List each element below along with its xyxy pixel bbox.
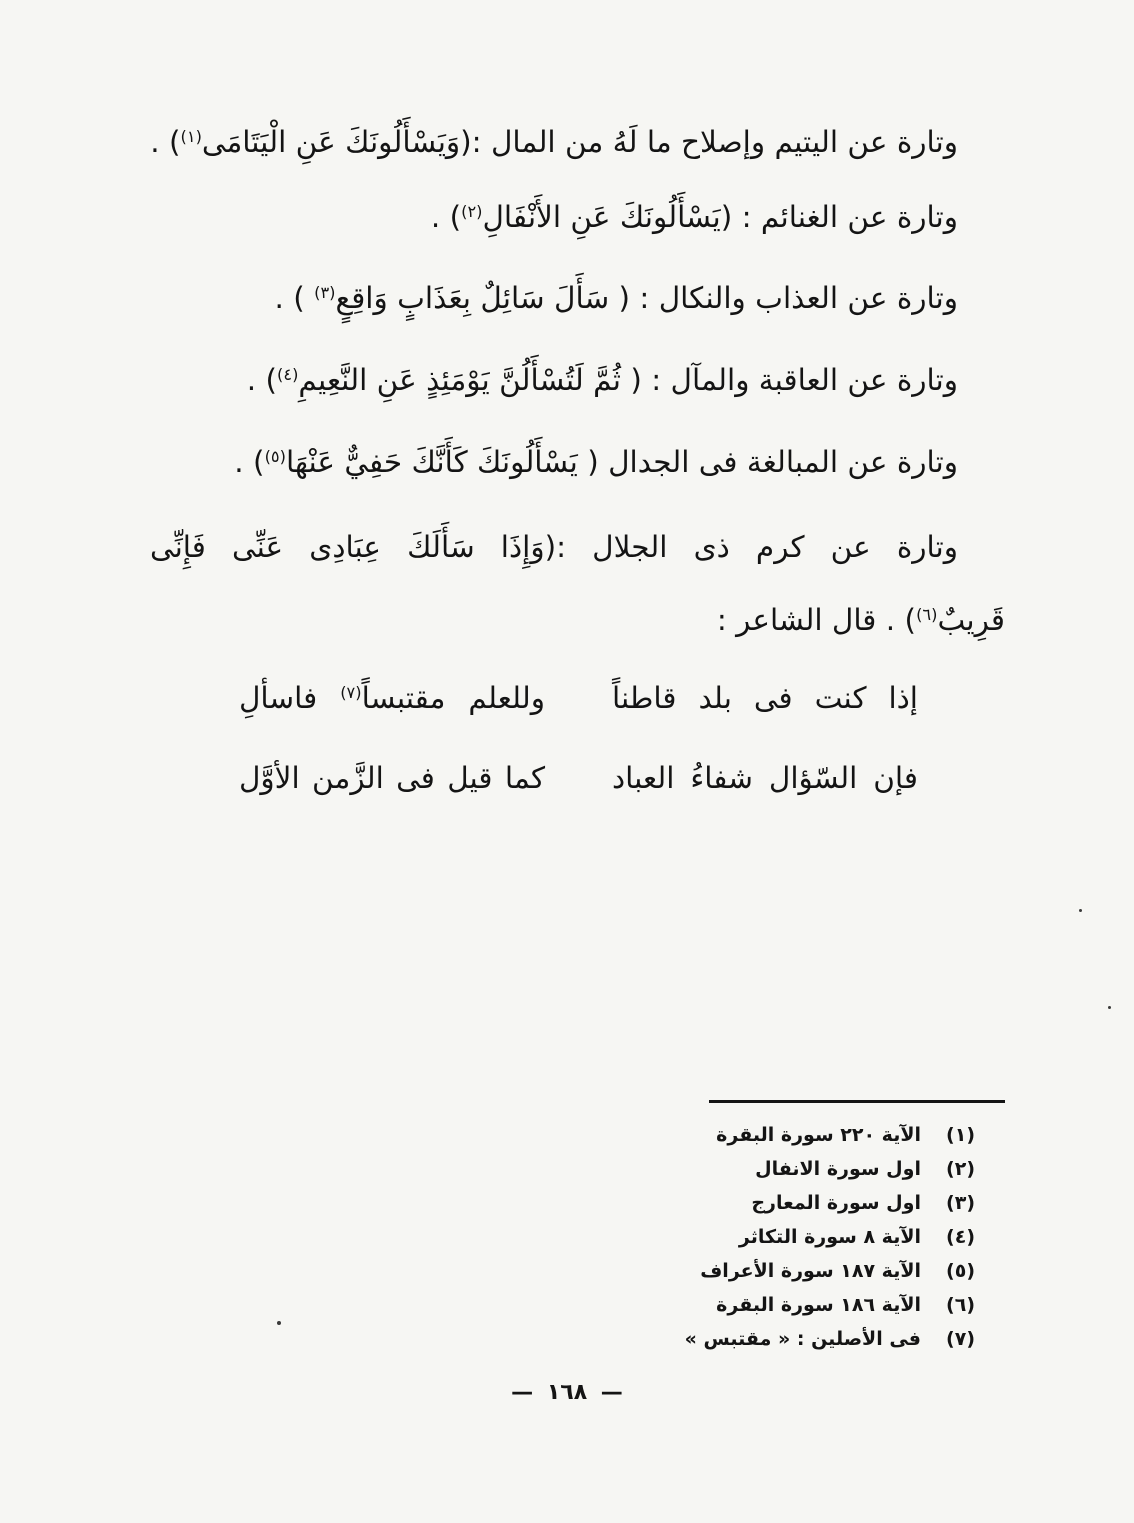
body-line bbox=[150, 274, 1005, 322]
hemistich-text: وللعلم مقتبساً bbox=[361, 681, 546, 715]
footnote-text: الآية ٨ سورة التكاثر bbox=[738, 1226, 921, 1248]
body-line-tail: ) . bbox=[274, 281, 315, 315]
body-line-text: وتارة عن المبالغة فى الجدال ( يَسْأَلُونَكَ كَأَنَّكَ حَفِيٌّ عَنْهَا bbox=[285, 445, 958, 479]
body-line bbox=[150, 118, 1005, 166]
body-line-tail: ) . bbox=[234, 445, 265, 479]
body-line bbox=[150, 438, 1005, 486]
footnote bbox=[555, 1322, 975, 1356]
footnote-ref: (٦) bbox=[916, 604, 938, 624]
body-line bbox=[150, 193, 1005, 241]
body-line-text: وتارة عن اليتيم وإصلاح ما لَهُ من المال :(وَيَسْأَلُونَكَ عَنِ الْيَتَامَى bbox=[201, 125, 958, 159]
body-line-tail: ) . bbox=[430, 200, 462, 234]
footnote bbox=[555, 1220, 975, 1254]
poem-hemistich-second bbox=[239, 674, 545, 722]
footnote-rule bbox=[709, 1100, 1005, 1103]
body-line-tail: ) . bbox=[150, 125, 181, 159]
footnote-ref: (١) bbox=[180, 126, 202, 146]
footnote-text: الآية ٢٢٠ سورة البقرة bbox=[716, 1124, 921, 1146]
poem-hemistich-first bbox=[612, 674, 918, 722]
poem-hemistich-second bbox=[239, 754, 545, 802]
body-line bbox=[150, 596, 1005, 644]
body-line-text: وتارة عن العذاب والنكال : ( سَأَلَ سَائِلٌ بِعَذَابٍ وَاقِعٍ bbox=[335, 281, 958, 315]
footnote-ref: (٤) bbox=[277, 364, 299, 384]
footnote-number: (٤) bbox=[946, 1226, 975, 1248]
body-line bbox=[150, 523, 1005, 571]
scan-speck bbox=[277, 1321, 281, 1325]
footnote-ref: (٥) bbox=[264, 446, 286, 466]
footnote-text: فى الأصلين : « مقتبس » bbox=[684, 1328, 921, 1350]
body-line-tail: ) . قال الشاعر : bbox=[716, 603, 917, 637]
footnotes bbox=[555, 1118, 975, 1356]
footnote-ref: (٢) bbox=[461, 201, 483, 221]
footnote-text: الآية ١٨٦ سورة البقرة bbox=[716, 1294, 921, 1316]
footnote-text: الآية ١٨٧ سورة الأعراف bbox=[700, 1260, 921, 1282]
hemistich-text: إذا كنت فى بلد قاطناً bbox=[612, 681, 918, 715]
footnote bbox=[555, 1152, 975, 1186]
footnote-text: اول سورة الانفال bbox=[755, 1158, 921, 1180]
footnote-text: اول سورة المعارج bbox=[751, 1192, 921, 1214]
hemistich-text: كما قيل فى الزَّمن الأوَّل bbox=[239, 761, 545, 795]
body-line bbox=[150, 356, 1005, 404]
body-line-text: وتارة عن الغنائم : (يَسْأَلُونَكَ عَنِ الأَنْفَالِ bbox=[482, 200, 958, 234]
footnote bbox=[555, 1288, 975, 1322]
body-line-text: وتارة عن العاقبة والمآل : ( ثُمَّ لَتُسْأَلُنَّ يَوْمَئِذٍ عَنِ النَّعِيمِ bbox=[298, 363, 958, 397]
footnote bbox=[555, 1186, 975, 1220]
footnote-ref: (٣) bbox=[314, 282, 336, 302]
footnote bbox=[555, 1118, 975, 1152]
footnote-number: (١) bbox=[946, 1124, 975, 1146]
page-number: — ١٦٨ — bbox=[511, 1380, 623, 1405]
poem-hemistich-first bbox=[612, 754, 918, 802]
body-line-tail: ) . bbox=[246, 363, 278, 397]
footnote-number: (٥) bbox=[946, 1260, 975, 1282]
footnote bbox=[555, 1254, 975, 1288]
footnote-number: (٧) bbox=[946, 1328, 975, 1350]
hemistich-text: فإن السّؤال شفاءُ العباد bbox=[612, 761, 918, 795]
footnote-ref: (٧) bbox=[340, 682, 362, 702]
footnote-number: (٢) bbox=[946, 1158, 975, 1180]
body-line-text: قَرِيبٌ bbox=[937, 603, 1005, 637]
scan-speck bbox=[1108, 1006, 1111, 1009]
footnote-number: (٦) bbox=[946, 1294, 975, 1316]
scan-speck bbox=[1079, 909, 1082, 912]
footnote-number: (٣) bbox=[946, 1192, 975, 1214]
body-line-text: وتارة عن كرم ذى الجلال :(وَإِذَا سَأَلَكَ عِبَادِى عَنِّى فَإِنِّى bbox=[150, 530, 958, 564]
hemistich-tail: فاسألِ bbox=[239, 681, 341, 715]
